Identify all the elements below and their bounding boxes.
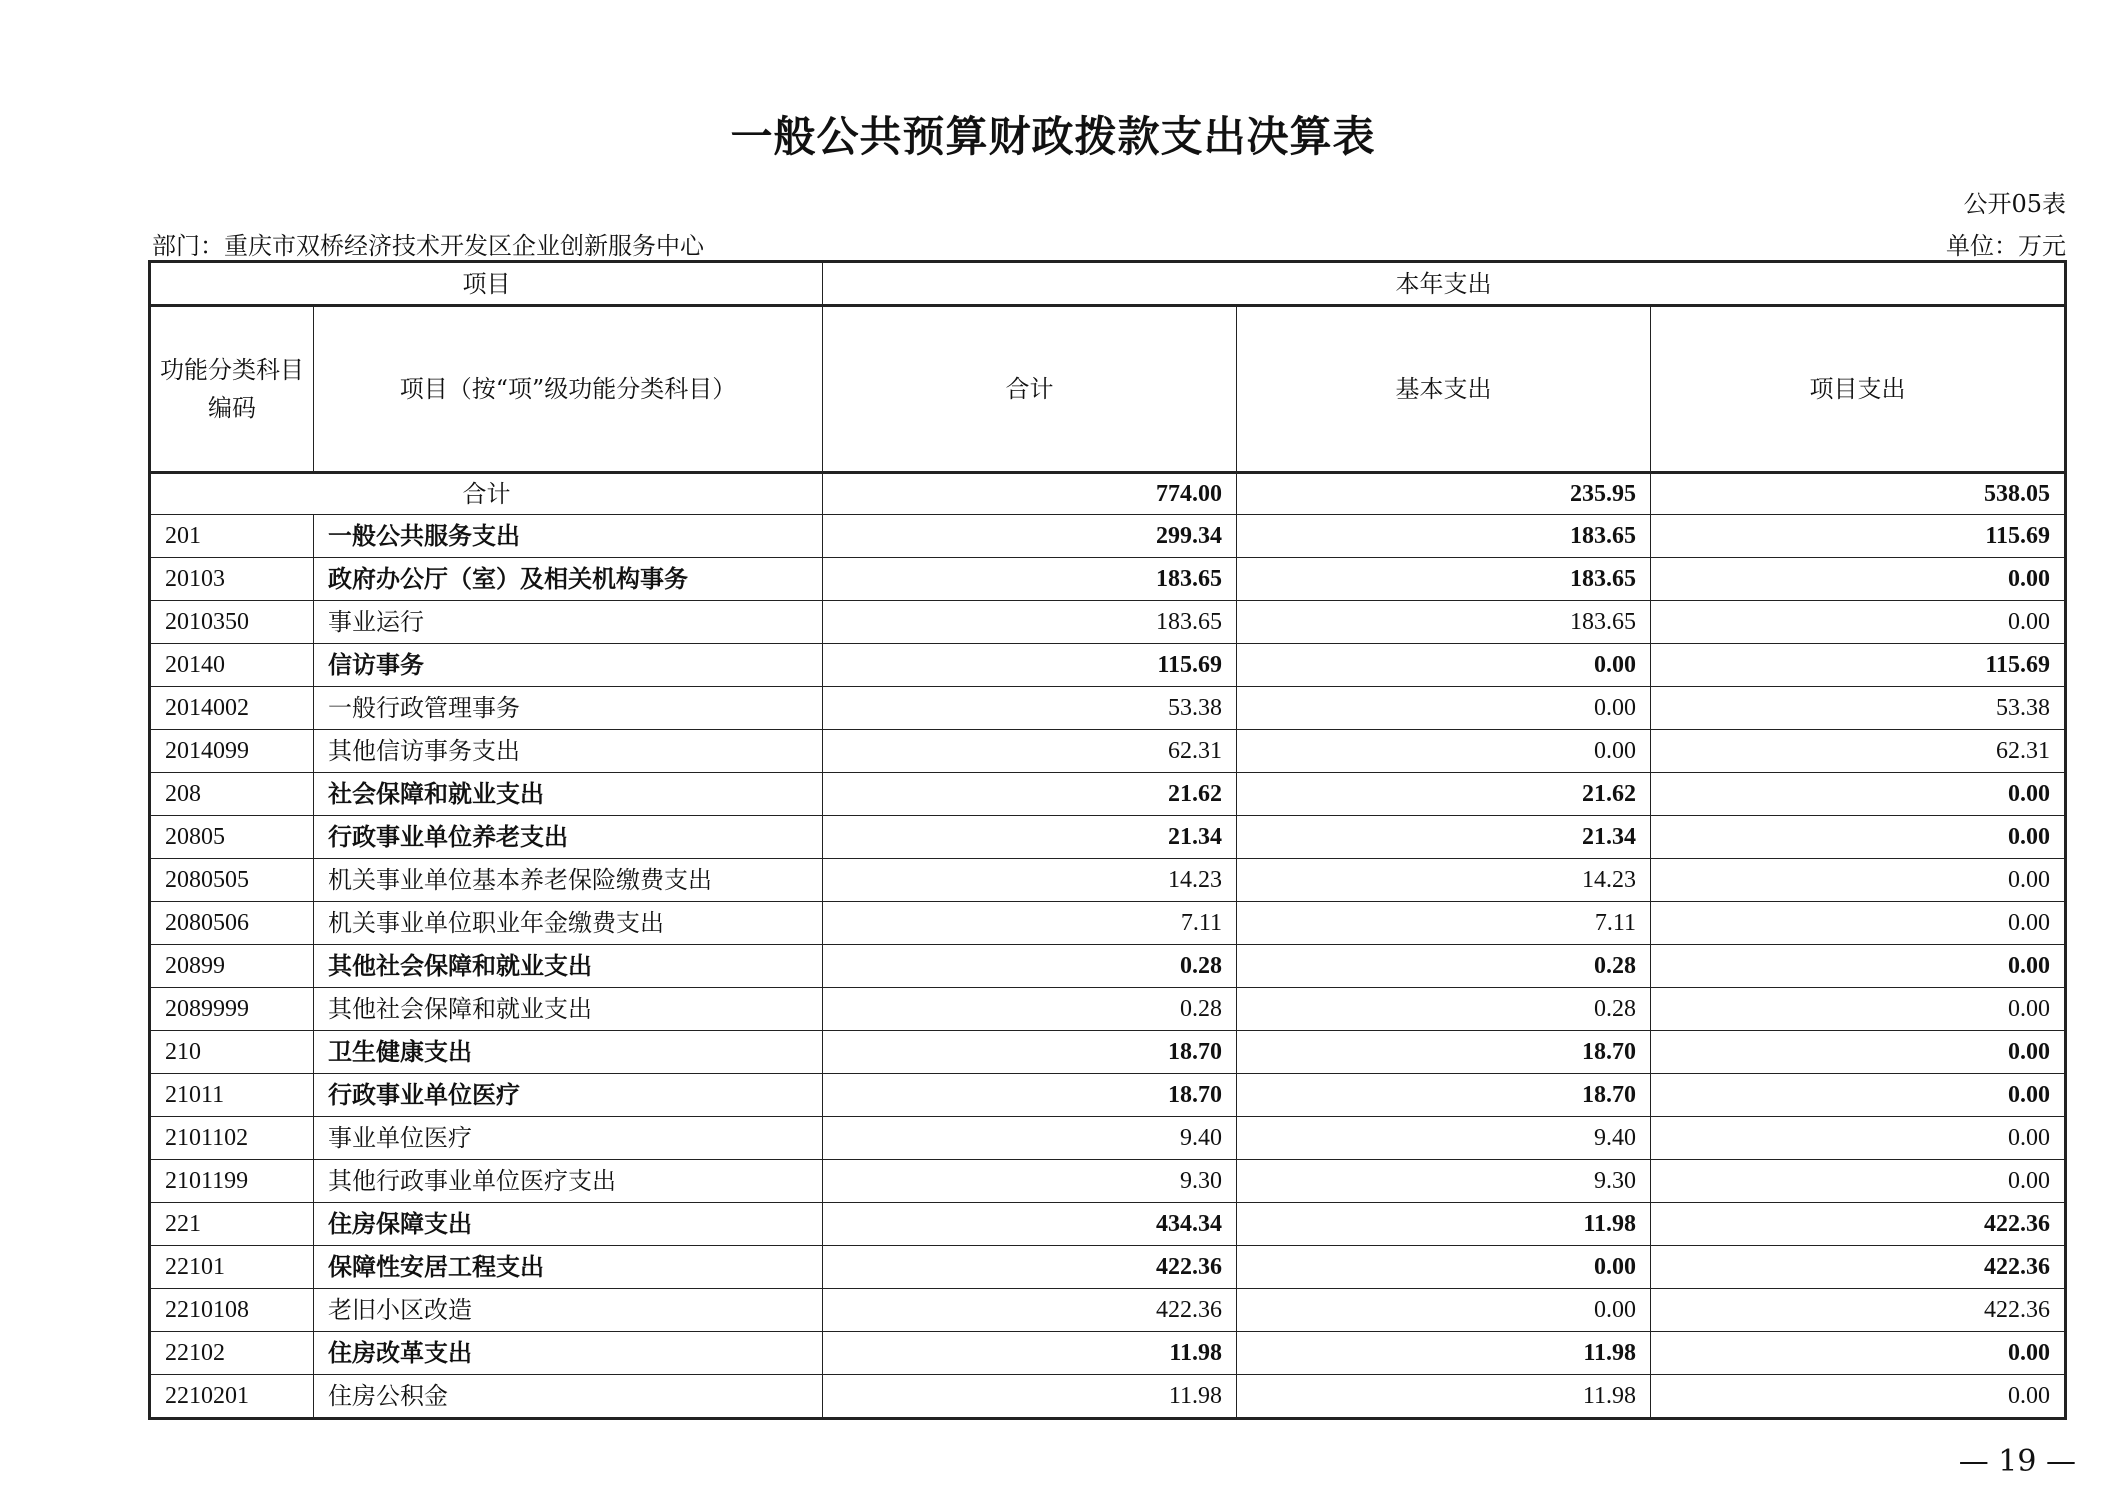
row-total: 11.98 [823, 1332, 1237, 1375]
row-total: 0.28 [823, 988, 1237, 1031]
row-total: 183.65 [823, 558, 1237, 601]
row-name: 事业单位医疗 [314, 1117, 823, 1160]
row-code: 22102 [150, 1332, 314, 1375]
row-project: 0.00 [1651, 816, 2066, 859]
form-number: 公开05表 [1963, 190, 2066, 218]
row-basic: 0.00 [1237, 687, 1651, 730]
table-row [150, 1246, 2066, 1289]
row-basic: 0.00 [1237, 644, 1651, 687]
row-name: 机关事业单位职业年金缴费支出 [314, 902, 823, 945]
row-code: 20140 [150, 644, 314, 687]
row-total: 434.34 [823, 1203, 1237, 1246]
row-name: 住房保障支出 [314, 1203, 823, 1246]
table-row [150, 1203, 2066, 1246]
row-project: 0.00 [1651, 1160, 2066, 1203]
row-code: 2080506 [150, 902, 314, 945]
row-name: 事业运行 [314, 601, 823, 644]
unit-label: 单位：万元 [1946, 232, 2066, 260]
header-year-group: 本年支出 [823, 262, 2066, 306]
header-row-group [150, 262, 2066, 306]
row-code: 20899 [150, 945, 314, 988]
row-basic: 9.30 [1237, 1160, 1651, 1203]
row-basic: 18.70 [1237, 1074, 1651, 1117]
row-code: 20805 [150, 816, 314, 859]
row-total: 18.70 [823, 1074, 1237, 1117]
row-total: 21.34 [823, 816, 1237, 859]
header-project-group: 项目 [150, 262, 823, 306]
table-row [150, 988, 2066, 1031]
row-project: 0.00 [1651, 1031, 2066, 1074]
row-basic: 0.00 [1237, 1289, 1651, 1332]
row-name: 行政事业单位医疗 [314, 1074, 823, 1117]
row-total: 9.30 [823, 1160, 1237, 1203]
row-total: 21.62 [823, 773, 1237, 816]
row-total: 18.70 [823, 1031, 1237, 1074]
row-total: 422.36 [823, 1289, 1237, 1332]
row-code: 2101102 [150, 1117, 314, 1160]
row-name: 机关事业单位基本养老保险缴费支出 [314, 859, 823, 902]
row-total: 183.65 [823, 601, 1237, 644]
row-name: 老旧小区改造 [314, 1289, 823, 1332]
row-basic: 183.65 [1237, 558, 1651, 601]
table-row [150, 816, 2066, 859]
row-total: 53.38 [823, 687, 1237, 730]
row-project: 115.69 [1651, 515, 2066, 558]
row-code: 22101 [150, 1246, 314, 1289]
row-name: 其他社会保障和就业支出 [314, 988, 823, 1031]
table-row [150, 558, 2066, 601]
table-row [150, 730, 2066, 773]
table-row [150, 773, 2066, 816]
table-row [150, 859, 2066, 902]
row-name: 一般行政管理事务 [314, 687, 823, 730]
row-name: 信访事务 [314, 644, 823, 687]
row-project: 62.31 [1651, 730, 2066, 773]
page-number: — 19 — [1958, 1444, 2076, 1479]
total-basic: 235.95 [1237, 473, 1651, 515]
row-code: 2014099 [150, 730, 314, 773]
row-code: 2089999 [150, 988, 314, 1031]
row-project: 422.36 [1651, 1246, 2066, 1289]
row-basic: 183.65 [1237, 515, 1651, 558]
row-project: 0.00 [1651, 558, 2066, 601]
page-title: 一般公共预算财政拨款支出决算表 [730, 112, 1376, 161]
row-code: 2210108 [150, 1289, 314, 1332]
row-total: 11.98 [823, 1375, 1237, 1419]
table-row [150, 1332, 2066, 1375]
row-project: 0.00 [1651, 988, 2066, 1031]
header-code: 功能分类科目编码 [150, 306, 314, 473]
row-total: 14.23 [823, 859, 1237, 902]
row-code: 2210201 [150, 1375, 314, 1419]
table-row [150, 1074, 2066, 1117]
row-name: 其他社会保障和就业支出 [314, 945, 823, 988]
row-basic: 11.98 [1237, 1203, 1651, 1246]
row-name: 其他行政事业单位医疗支出 [314, 1160, 823, 1203]
table-row [150, 644, 2066, 687]
row-total: 0.28 [823, 945, 1237, 988]
row-basic: 9.40 [1237, 1117, 1651, 1160]
row-name: 住房改革支出 [314, 1332, 823, 1375]
row-project: 53.38 [1651, 687, 2066, 730]
row-basic: 0.00 [1237, 1246, 1651, 1289]
row-code: 208 [150, 773, 314, 816]
row-basic: 14.23 [1237, 859, 1651, 902]
row-name: 卫生健康支出 [314, 1031, 823, 1074]
header-basic: 基本支出 [1237, 306, 1651, 473]
table-row [150, 945, 2066, 988]
row-basic: 18.70 [1237, 1031, 1651, 1074]
header-name: 项目（按“项”级功能分类科目） [314, 306, 823, 473]
row-basic: 11.98 [1237, 1375, 1651, 1419]
row-project: 115.69 [1651, 644, 2066, 687]
row-code: 2101199 [150, 1160, 314, 1203]
total-total: 774.00 [823, 473, 1237, 515]
table-row [150, 687, 2066, 730]
row-code: 2014002 [150, 687, 314, 730]
row-code: 21011 [150, 1074, 314, 1117]
row-basic: 183.65 [1237, 601, 1651, 644]
row-project: 0.00 [1651, 1117, 2066, 1160]
row-basic: 0.28 [1237, 988, 1651, 1031]
header-project: 项目支出 [1651, 306, 2066, 473]
row-project: 0.00 [1651, 1375, 2066, 1419]
row-project: 0.00 [1651, 902, 2066, 945]
row-project: 0.00 [1651, 1074, 2066, 1117]
row-name: 保障性安居工程支出 [314, 1246, 823, 1289]
row-total: 9.40 [823, 1117, 1237, 1160]
row-name: 一般公共服务支出 [314, 515, 823, 558]
row-total: 7.11 [823, 902, 1237, 945]
row-code: 210 [150, 1031, 314, 1074]
row-code: 20103 [150, 558, 314, 601]
table-row [150, 515, 2066, 558]
row-project: 0.00 [1651, 601, 2066, 644]
table-row [150, 601, 2066, 644]
row-project: 422.36 [1651, 1203, 2066, 1246]
total-project: 538.05 [1651, 473, 2066, 515]
row-basic: 0.00 [1237, 730, 1651, 773]
row-project: 0.00 [1651, 1332, 2066, 1375]
row-code: 221 [150, 1203, 314, 1246]
row-name: 行政事业单位养老支出 [314, 816, 823, 859]
budget-table [148, 260, 2067, 1420]
row-name: 政府办公厅（室）及相关机构事务 [314, 558, 823, 601]
row-total: 115.69 [823, 644, 1237, 687]
table-row [150, 1289, 2066, 1332]
row-total: 62.31 [823, 730, 1237, 773]
row-basic: 21.34 [1237, 816, 1651, 859]
header-total: 合计 [823, 306, 1237, 473]
row-total: 299.34 [823, 515, 1237, 558]
department-label: 部门：重庆市双桥经济技术开发区企业创新服务中心 [152, 232, 704, 260]
row-total: 422.36 [823, 1246, 1237, 1289]
row-basic: 0.28 [1237, 945, 1651, 988]
row-basic: 11.98 [1237, 1332, 1651, 1375]
table-row [150, 1375, 2066, 1419]
row-code: 2010350 [150, 601, 314, 644]
row-name: 其他信访事务支出 [314, 730, 823, 773]
row-project: 0.00 [1651, 945, 2066, 988]
table-row [150, 1160, 2066, 1203]
row-basic: 7.11 [1237, 902, 1651, 945]
total-row [150, 473, 2066, 515]
row-code: 2080505 [150, 859, 314, 902]
row-code: 201 [150, 515, 314, 558]
row-project: 422.36 [1651, 1289, 2066, 1332]
table-row [150, 1031, 2066, 1074]
row-project: 0.00 [1651, 859, 2066, 902]
row-project: 0.00 [1651, 773, 2066, 816]
table-row [150, 1117, 2066, 1160]
table-row [150, 902, 2066, 945]
total-label: 合计 [150, 473, 823, 515]
row-basic: 21.62 [1237, 773, 1651, 816]
header-row-columns [150, 306, 2066, 473]
row-name: 住房公积金 [314, 1375, 823, 1419]
row-name: 社会保障和就业支出 [314, 773, 823, 816]
